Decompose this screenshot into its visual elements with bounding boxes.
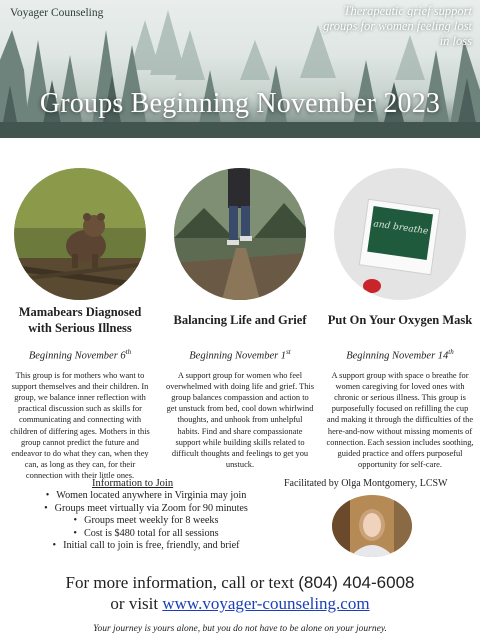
group-start-date: Beginning November 6th: [28, 348, 132, 362]
group-description: A support group with space o breathe for women caregiving for loved ones with chronic or serious illness. This group is purposefully focused on refilling the cup and making it through the difficulties of the here-and-now without missing moments of connection. Each session includes soothing, guided practice and offers purposeful opportunity for self-care.: [326, 370, 474, 470]
info-list: [16, 490, 276, 553]
info-title: Information to Join: [92, 478, 174, 489]
group-card-oxygen-mask: [320, 146, 480, 470]
footer-tagline: Your journey is yours alone, but you do not have to be alone on your journey.: [93, 624, 387, 634]
list-item: • Groups meet weekly for 8 weeks: [16, 515, 276, 528]
group-description: A support group for women who feel overwhelmed with doing life and grief. This group balances compassion and action to get unstuck from bed, cool down whirlwind thoughts, and unhook from unhelpful habits. Find and share compassionate support while building skills related to difficult thoughts and feelings to get you unstuck.: [166, 370, 315, 470]
and-breathe-card-photo: [334, 168, 466, 300]
group-start-date: Beginning November 1st: [189, 348, 291, 362]
phone-number[interactable]: (804) 404-6008: [298, 573, 415, 592]
contact-phone-line: [0, 572, 480, 593]
group-start-date: Beginning November 14th: [346, 348, 454, 362]
group-description: This group is for mothers who want to support themselves and their children. In group, we balance inner reflection with practical discussion such as skills for communicating and connecting with children of differing ages. Mothers in this group cannot predict the future and endeavor to do what they can, when they can, as long as they can, for their connection with their little ones.: [10, 370, 150, 481]
list-item: • Initial call to join is free, friendly, and brief: [16, 540, 276, 553]
group-title: Mamabears Diagnosed with Serious Illness: [18, 305, 142, 335]
tagline: Therapeutic grief support groups for women feeling lost in loss: [323, 4, 472, 48]
group-title: Put On Your Oxygen Mask: [327, 313, 473, 327]
list-item: • Women located anywhere in Virginia may join: [16, 490, 276, 503]
contact-website-line: [0, 593, 480, 614]
group-card-balancing: [160, 146, 320, 470]
contact-section: [0, 572, 480, 614]
card-text: and breathe: [372, 219, 429, 237]
group-card-mamabears: [0, 146, 160, 482]
list-item: • Groups meet virtually via Zoom for 90 minutes: [16, 503, 276, 516]
facilitator-credit: Facilitated by Olga Montgomery, LCSW: [284, 478, 448, 489]
contact-call-text: For more information, call or text: [65, 573, 294, 592]
facilitator-portrait: [332, 495, 412, 557]
contact-visit-text: or visit: [110, 594, 159, 613]
walking-path-photo: [174, 168, 306, 300]
groups-section: [0, 146, 480, 481]
brand-name: Voyager Counseling: [10, 7, 104, 19]
website-link[interactable]: www.voyager-counseling.com: [162, 594, 370, 613]
page-title: Groups Beginning November 2023: [39, 88, 441, 119]
header-banner: [0, 0, 480, 138]
group-title: Balancing Life and Grief: [173, 313, 307, 327]
bear-cub-photo: [14, 168, 146, 300]
list-item: • Cost is $480 total for all sessions: [16, 528, 276, 541]
